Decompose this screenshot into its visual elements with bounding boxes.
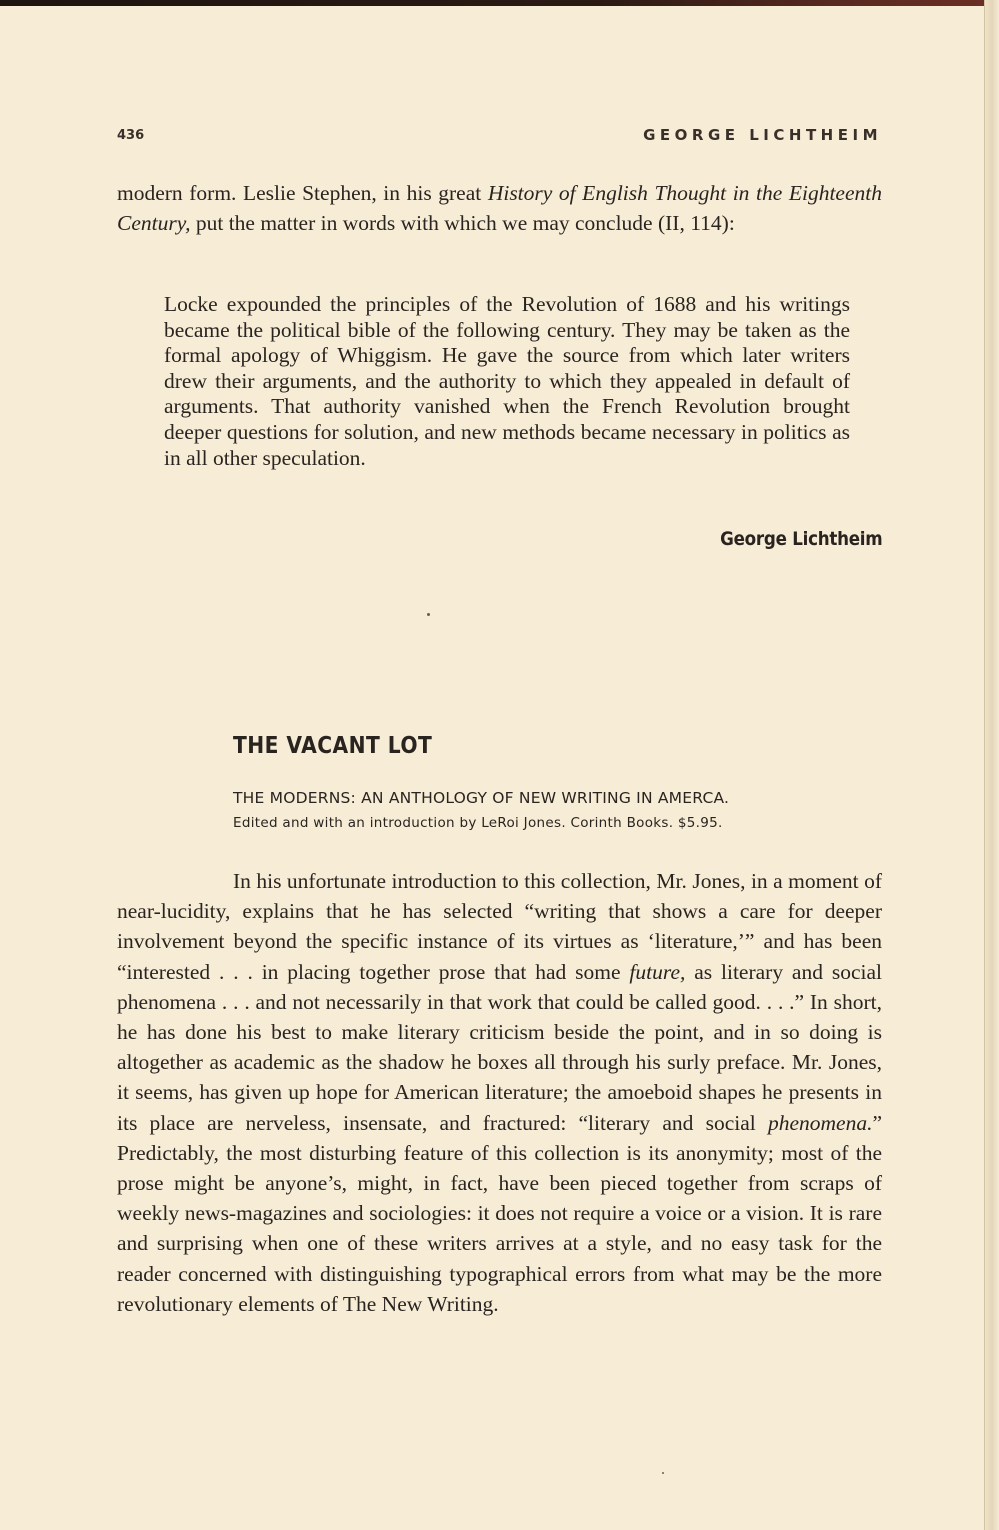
review-title: THE VACANT LOT: [233, 733, 433, 759]
review-text-seg2: as literary and social phenomena . . . and not necessarily in that work that could be called good. . . .” In short, he has done his best to make literary criticism beside the point, and in so doing is altogether as academic as the shadow he boxes all through his surly preface. Mr. Jones, it seems, has given up hope for American literature; the amoeboid shapes he presents in its place are nerveless, insensate, and fractured: “literary and social: [117, 959, 882, 1135]
author-signature: George Lichtheim: [719, 528, 882, 550]
block-quote: Locke expounded the principles of the Revolution of 1688 and his writings became the political bible of the following century. They may be taken as the formal apology of Whiggism. He gave the source from which later writers drew their arguments, and the authority to which they appealed in default of arguments. That authority vanished when the French Revolution brought deeper questions for solution, and new methods became necessary in politics as in all other speculation.: [164, 292, 850, 470]
review-body-paragraph: [117, 866, 882, 1319]
review-text-seg3: ” Predictably, the most disturbing feature of this collection is its anonymity; most of the prose might be anyone’s, might, in fact, have been pieced together from scraps of weekly news-magazines and sociologies: it does not require a voice or a vision. It is rare and surprising when one of these writers arrives at a style, and no easy task for the reader concerned with distinguishing typographical errors from what may be the more revolutionary elements of The New Writing.: [117, 1110, 882, 1316]
review-italic-future: future,: [629, 959, 686, 984]
running-head: [117, 124, 882, 148]
reviewed-book-title: THE MODERNS: AN ANTHOLOGY OF NEW WRITING IN AMERCA.: [233, 789, 730, 807]
running-title: GEORGE LICHTHEIM: [643, 126, 882, 144]
review-italic-phenomena: phenomena.: [767, 1110, 873, 1135]
page-right-edge: [984, 0, 999, 1530]
paper-speck: [427, 613, 430, 616]
intro-text-part1: modern form. Leslie Stephen, in his great: [117, 181, 488, 205]
page-top-edge: [0, 0, 999, 6]
essay-closing-paragraph: [117, 178, 882, 238]
reviewed-book-details: Edited and with an introduction by LeRoi Jones. Corinth Books. $5.95.: [233, 815, 723, 831]
review-text-seg1: In his unfortunate introduction to this collection, Mr. Jones, in a moment of near-lucidity, explains that he has selected “writing that shows a care for deeper involvement beyond the specific instance of its virtues as ‘literature,’” and has been “interested . . . in placing together prose that had some: [117, 869, 882, 984]
cited-book-title: History of English Thought in the Eighteenth Century,: [117, 181, 882, 236]
intro-text-part2: put the matter in words with which we may conclude (II, 114):: [190, 211, 735, 236]
page-number: 436: [117, 128, 145, 143]
paper-speck: [662, 1472, 664, 1474]
